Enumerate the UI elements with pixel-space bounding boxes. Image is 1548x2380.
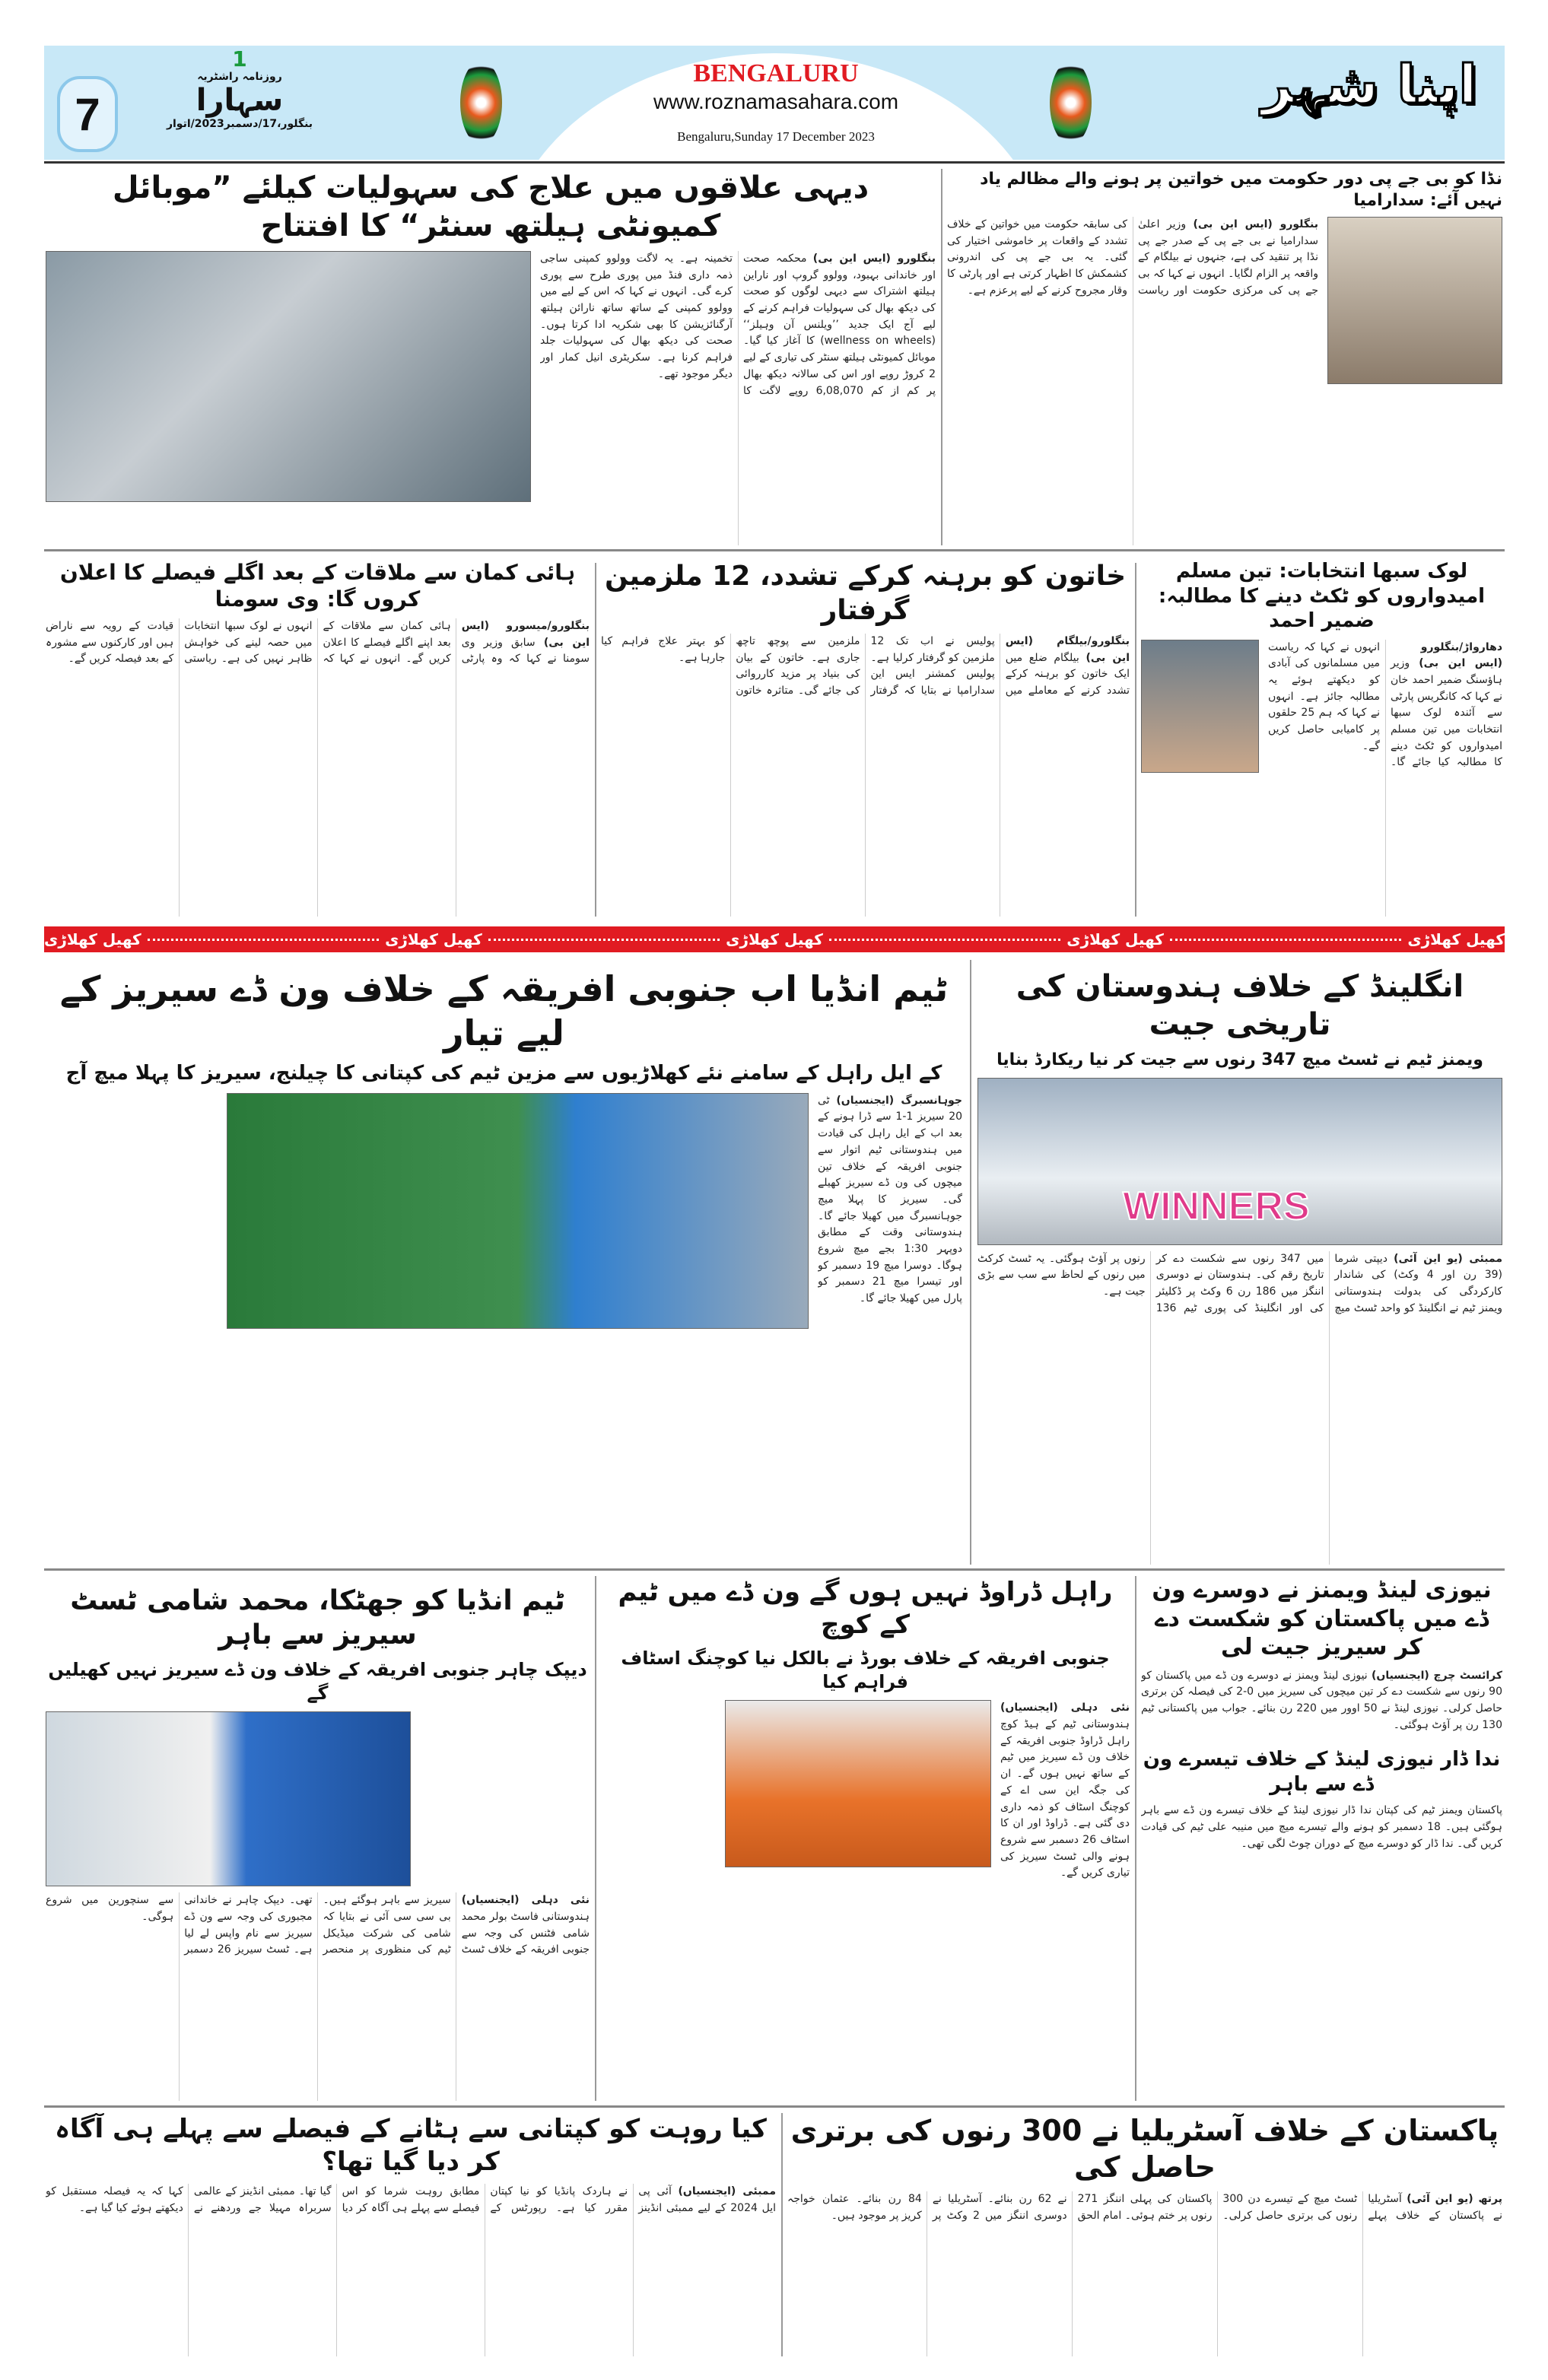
article-body <box>1141 1668 1502 1734</box>
body-text: وزیر ہاؤسنگ ضمیر احمد خان نے کہا کہ کانگریس پارٹی سے آئندہ لوک سبھا انتخابات میں تین مسلم امیدواروں کو ٹکٹ دینے کا مطالبہ کیا جائے گا۔ انہوں نے کہا کہ ریاست میں مسلمانوں کی آبادی کو دیکھتے ہوئے یہ مطالبہ جائز ہے۔ انہوں نے کہا کہ ہم 25 حلقوں پر کامیابی حاصل کریں گے۔ <box>1268 640 1502 769</box>
photo-womens-team <box>977 1078 1502 1245</box>
body-text: سابق وزیر وی سومنا نے کہا کہ وہ پارٹی ہائی کمان سے ملاقات کے بعد اپنے اگلے فیصلے کا اعلان کریں گے۔ انہوں نے کہا کہ انہوں نے لوک سبھا انتخابات میں حصہ لینے کی خواہش ظاہر نہیں کی ہے۔ ریاستی قیادت کے رویہ سے ناراض ہیں اور کارکنوں سے مشورہ کے بعد فیصلہ کریں گے۔ <box>46 620 590 666</box>
article-england-win <box>977 960 1502 1565</box>
byline: بنگلورو/بیلگام (ایس این بی) <box>1005 635 1130 664</box>
logo-prefix: روزنامہ راشٹریہ <box>197 71 282 83</box>
article-body-continued <box>46 1093 218 1565</box>
body-text: محکمہ صحت اور خاندانی بہبود، وولوو گروپ اور ناراین ہیلتھ اشتراک سے دیہی لوگوں کو صحت کی دیکھ بھال کی سہولیات فراہم کرنے کے لیے آج ایک جدید ’’ویلنس آن وہیلز‘‘ (wellness on wheels) کا آغاز کیا گیا۔ موبائل کمیونٹی ہیلتھ سنٹر کی تیاری کے لیے 2 کروڑ روپے اور اس کی سالانہ دیکھ بھال پر کم از کم 6,08,070 روپے لاگت کا تخمینہ ہے۔ یہ لاگت وولوو کمپنی ساجی ذمہ داری فنڈ میں پوری طرح سے پوری کرے گی۔ انہوں نے کہا کہ اس کے لیے میں وولوو کمپنی کے ساتھ ساتھ نارائن ہیلتھ آرگنائزیشن کا بھی شکریہ ادا کرتا ہوں۔ صحت کی دیکھ بھال کی سہولیات جلد فراہم کرنا ہے۔ سکریٹری انیل کمار اور دیگر موجود تھے۔ <box>540 253 936 397</box>
body-text: ٹی 20 سیریز 1-1 سے ڈرا ہونے کے بعد اب کے ایل راہل کی قیادت میں ہندوستانی ٹیم اتوار سے جنوبی افریقہ کے خلاف تین میچوں کی ون ڈے سیریز کھیلے گی۔ سیریز کا پہلا میچ جوہانسبرگ میں کھیلا جائے گا۔ ہندوستانی وقت کے مطابق دوپہر 1:30 بجے میچ شروع ہوگا۔ دوسرا میچ 19 دسمبر کو اور تیسرا میچ 21 دسمبر کو پارل میں کھیلا جائے گا۔ <box>818 1094 962 1305</box>
headline: انگلینڈ کے خلاف ہندوستان کی تاریخی جیت <box>1016 969 1464 1042</box>
article-body <box>46 618 590 917</box>
article-body <box>46 1892 590 2101</box>
article-content <box>46 251 936 545</box>
article-shami <box>46 1576 590 2101</box>
divider <box>781 2113 783 2356</box>
headline: خاتون کو برہنہ کرکے تشدد، 12 ملزمین گرفتار <box>604 561 1127 626</box>
headline: ہائی کمان سے ملاقات کے بعد اگلے فیصلے کا اعلان کروں گا: وی سومنا <box>59 560 576 612</box>
article-body <box>46 2184 776 2356</box>
article-content <box>1141 640 1502 917</box>
byline: جوہانسبرگ (ایجنسیاں) <box>836 1094 962 1107</box>
body-text: وزیر اعلیٰ سدارامیا نے بی جے پی کے صدر جے پی نڈا پر تنقید کی ہے، جنہوں نے بیلگام کے واقعہ پر الزام لگایا۔ انہوں نے کہا کہ بی جے پی کی مرکزی حکومت اور ریاست کی سابقہ حکومت میں خواتین کے خلاف تشدد کے واقعات پر خاموشی اختیار کی گئی۔ یہ بی جے پی کی اندرونی کشمکش کا اظہار کرتی ہے اور پارٹی کا وقار مجروح کرنے کے لیے پرعزم ہے۔ <box>947 218 1318 297</box>
article-health-center <box>46 169 936 545</box>
headline: نیوزی لینڈ ویمنز نے دوسرے ون ڈے میں پاکستان کو شکست دے کر سیریز جیت لی <box>1152 1577 1492 1660</box>
subheadline: ویمنز ٹیم نے ٹسٹ میچ 347 رنوں سے جیت کر نیا ریکارڈ بنایا <box>997 1050 1483 1069</box>
band-label: کھیل کھلاڑی <box>385 930 482 949</box>
byline: نئی دہلی (ایجنسیاں) <box>461 1894 590 1907</box>
photo-captains <box>227 1093 809 1329</box>
article-body <box>818 1093 962 1565</box>
headline: نڈا کو بی جے پی دور حکومت میں خواتین پر ہونے والے مظالم یاد نہیں آئے: سدارامیا <box>980 170 1502 210</box>
byline: ممبئی (ایجنسیاں) <box>678 2185 776 2197</box>
subheadline: جنوبی افریقہ کے خلاف بورڈ نے بالکل نیا کوچنگ اسٹاف فراہم کیا <box>621 1648 1110 1693</box>
section-title: اپنا شہر <box>1261 53 1477 116</box>
body-text: بیلگام ضلع میں ایک خاتون کو برہنہ کرکے تشدد کرنے کے معاملے میں پولیس نے اب تک 12 ملزمین کو گرفتار کرلیا ہے۔ پولیس کمشنر ایس این سدارامپا نے بتایا کہ گرفتار ملزمین سے پوچھ تاچھ جاری ہے۔ خاتون کے بیان کی بنیاد پر مزید کارروائی کی جائے گی۔ متاثرہ خاتون کو بہتر علاج فراہم کیا جارہا ہے۔ <box>601 635 1130 697</box>
sports-section-band <box>44 926 1505 952</box>
english-date: Bengaluru,Sunday 17 December 2023 <box>677 129 875 144</box>
band-label: کھیل کھلاڑی <box>44 930 141 949</box>
urdu-date: بنگلور،17/دسمبر2023/اتوار <box>166 118 313 131</box>
divider <box>595 563 596 917</box>
divider <box>44 161 1505 164</box>
band-label: کھیل کھلاڑی <box>1407 930 1505 949</box>
byline: بنگلورو/میسورو (ایس این بی) <box>461 620 590 649</box>
article-sadarama <box>947 169 1502 545</box>
article-content <box>947 217 1502 545</box>
logo-text: سہارا <box>195 83 284 119</box>
subheadline: دیپک چاہر جنوبی افریقہ کے خلاف ون ڈے سیریز نہیں کھیلیں گے <box>48 1659 587 1705</box>
headline: ندا ڈار نیوزی لینڈ کے خلاف تیسرے ون ڈے سے باہر <box>1143 1748 1501 1796</box>
edition-city: BENGALURU <box>693 59 859 87</box>
photo-shami-chahar <box>46 1711 411 1886</box>
subheadline: کے ایل راہل کے سامنے نئے کھلاڑیوں سے مزین ٹیم کی کپتانی کا چیلنج، سیریز کا پہلا میچ آج <box>65 1062 942 1085</box>
article-woman-assault <box>601 559 1130 917</box>
divider <box>1135 1576 1136 2101</box>
byline: ممبئی (یو این آئی) <box>1394 1252 1502 1265</box>
sunburst-icon <box>460 61 502 145</box>
article-body <box>1268 640 1502 917</box>
byline: پرتھ (یو این آئی) <box>1407 2193 1502 2205</box>
divider <box>1135 563 1136 917</box>
article-body <box>947 217 1318 545</box>
body-text: آسٹریلیا نے پاکستان کے خلاف پہلے ٹسٹ میچ کے تیسرے دن 300 رنوں کی برتری حاصل کرلی۔ پاکستان کی پہلی اننگز 271 رنوں پر ختم ہوئی۔ امام الحق نے 62 رن بنائے۔ آسٹریلیا نے دوسری اننگز میں 2 وکٹ پر 84 رن بنائے۔ عثمان خواجہ کریز پر موجود ہیں۔ <box>787 2193 1502 2222</box>
article-body: پاکستان ویمنز ٹیم کی کپتان ندا ڈار نیوزی لینڈ کے خلاف تیسرے ون ڈے سے باہر ہوگئی ہیں۔ 18 دسمبر کو ہونے والے تیسرے میچ میں منیبہ علی ٹیم کی قیادت کریں گی۔ ندا ڈار کو دوسرے میچ کے دوران چوٹ لگی تھی۔ <box>1141 1804 1502 1850</box>
divider <box>941 169 942 545</box>
body-text: آئی پی ایل 2024 کے لیے ممبئی انڈینز نے ہاردک پانڈیا کو نیا کپتان مقرر کیا ہے۔ رپورٹس کے مطابق روہت شرما کو اس فیصلے سے پہلے ہی آگاہ کر دیا گیا تھا۔ ممبئی انڈینز کے عالمی سربراہ مہیلا جے وردھنے نے کہا کہ یہ فیصلہ مستقبل کو دیکھتے ہوئے کیا گیا ہے۔ <box>46 2185 776 2214</box>
headline: لوک سبھا انتخابات: تین مسلم امیدواروں کو ٹکٹ دینے کا مطالبہ: ضمیر احمد <box>1158 560 1486 632</box>
article-body <box>787 2191 1502 2356</box>
page-number: 7 <box>57 76 118 152</box>
divider <box>970 960 971 1565</box>
band-label: کھیل کھلاڑی <box>726 930 823 949</box>
body-text: دیپتی شرما (39 رن اور 4 وکٹ) کی شاندار کارکردگی کی بدولت ہندوستانی ویمنز ٹیم نے انگلینڈ کو واحد ٹسٹ میچ میں 347 رنوں سے شکست دے کر تاریخ رقم کی۔ ہندوستان نے دوسری اننگز میں 186 رن 6 وکٹ پر ڈکلیئر کی اور انگلینڈ کی پوری ٹیم 136 رنوں پر آؤٹ ہوگئی۔ یہ ٹسٹ کرکٹ میں رنوں کے لحاظ سے سب سے بڑی جیت ہے۔ <box>977 1252 1502 1314</box>
headline: ٹیم انڈیا اب جنوبی افریقہ کے خلاف ون ڈے سیریز کے لیے تیار <box>59 968 949 1053</box>
divider <box>44 2105 1505 2108</box>
article-content <box>601 1700 1130 2101</box>
byline: بنگلورو (ایس این بی) <box>812 253 936 265</box>
band-label: کھیل کھلاڑی <box>1066 930 1164 949</box>
article-body <box>1000 1700 1130 2101</box>
article-loksabha <box>1141 559 1502 917</box>
newspaper-logo <box>152 46 327 131</box>
headline: راہل ڈراوڈ نہیں ہوں گے ون ڈے میں ٹیم کے کوچ <box>618 1577 1113 1640</box>
article-rohit <box>46 2113 776 2356</box>
website-link[interactable]: www.roznamasahara.com <box>653 90 899 113</box>
article-odi-series <box>46 960 962 1565</box>
article-dravid <box>601 1576 1130 2101</box>
photo-rahul-dravid <box>725 1700 991 1867</box>
article-australia-pakistan <box>787 2113 1502 2356</box>
article-body <box>977 1251 1502 1565</box>
article-nz-series <box>1141 1576 1502 2101</box>
body-text: ہندوستانی ٹیم کے ہیڈ کوچ راہل ڈراوڈ جنوبی افریقہ کے خلاف ون ڈے سیریز میں ٹیم کے ساتھ نہیں ہوں گے۔ ان کی جگہ این سی اے کے کوچنگ اسٹاف کو ذمہ داری دی گئی ہے۔ ڈراوڈ اور ان کا اسٹاف 26 دسمبر سے شروع ہونے والی ٹسٹ سیریز کی تیاری کریں گے۔ <box>1000 1718 1130 1880</box>
photo-zameer-ahmed <box>1141 640 1259 773</box>
headline: پاکستان کے خلاف آسٹریلیا نے 300 رنوں کی برتری حاصل کی <box>790 2114 1499 2184</box>
article-body <box>540 251 936 545</box>
divider <box>595 1576 596 2101</box>
body-text: نیوزی لینڈ ویمنز نے دوسرے ون ڈے میں پاکستان کو 90 رنوں سے شکست دے کر تین میچوں کی سیریز میں 0-2 کی فیصلہ کن برتری حاصل کرلی۔ نیوزی لینڈ نے 50 اوور میں 220 رن بنائے۔ جواب میں پاکستانی ٹیم 130 رن پر آؤٹ ہوگئی۔ <box>1141 1669 1502 1731</box>
divider <box>44 549 1505 551</box>
byline: نئی دہلی (ایجنسیاں) <box>1000 1702 1130 1714</box>
byline: کرائسٹ چرچ (ایجنسیاں) <box>1371 1669 1502 1682</box>
body-text: ہندوستانی فاسٹ بولر محمد شامی فٹنس کی وجہ سے جنوبی افریقہ کے خلاف ٹسٹ سیریز سے باہر ہوگئے ہیں۔ بی سی سی آئی نے بتایا کہ شامی کی شرکت میڈیکل ٹیم کی منظوری پر منحصر تھی۔ دیپک چاہر نے خاندانی مجبوری کی وجہ سے ون ڈے سیریز سے نام واپس لے لیا ہے۔ ٹسٹ سیریز 26 دسمبر سے سنچورین میں شروع ہوگی۔ <box>46 1894 590 1956</box>
article-body <box>601 634 1130 917</box>
sunburst-icon <box>1050 61 1092 145</box>
logo-badge: 1 <box>232 46 247 71</box>
article-somanna <box>46 559 590 917</box>
article-content <box>46 1093 962 1565</box>
byline: دھارواڑ/بنگلورو (ایس این بی) <box>1419 640 1502 670</box>
byline: بنگلورو (ایس این بی) <box>1193 218 1318 230</box>
photo-health-van-launch <box>46 251 531 502</box>
headline: کیا روہت کو کپتانی سے ہٹانے کے فیصلے سے پہلے ہی آگاہ کر دیا گیا تھا؟ <box>55 2114 767 2177</box>
photo-siddaramaiah <box>1327 217 1502 384</box>
headline: ٹیم انڈیا کو جھٹکا، محمد شامی ٹسٹ سیریز سے باہر <box>70 1585 565 1651</box>
divider <box>44 1568 1505 1571</box>
headline: دیہی علاقوں میں علاج کی سہولیات کیلئے ”موبائل کمیونٹی ہیلتھ سنٹر“ کا افتتاح <box>112 170 869 243</box>
photo-caption: WINNERS <box>1123 1184 1310 1228</box>
